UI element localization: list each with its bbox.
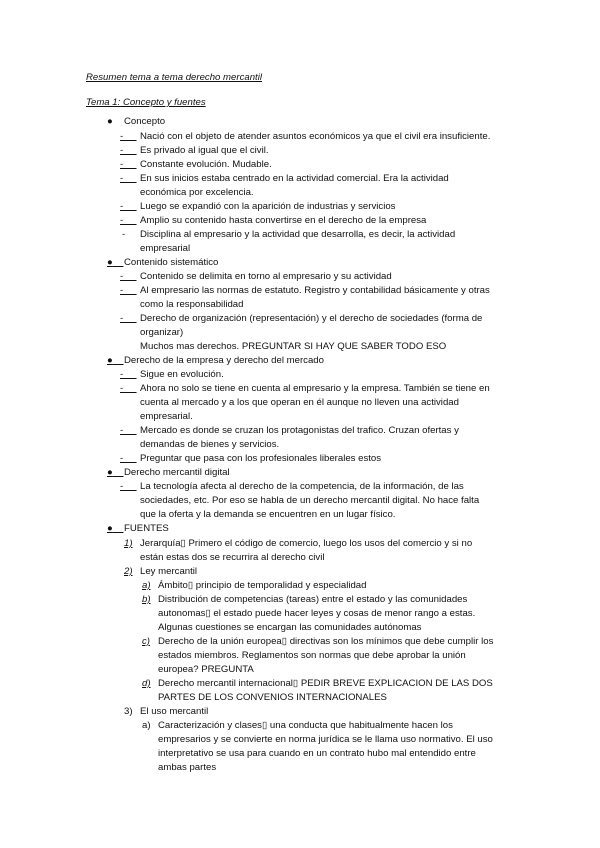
list-item: La tecnología afecta al derecho de la competencia, de la información, de las — [140, 481, 464, 492]
bullet-marker: ● — [107, 523, 113, 534]
bullet-marker: ● — [107, 116, 113, 127]
dash-marker: - — [120, 215, 137, 226]
list-item: Nació con el objeto de atender asuntos económicos ya que el civil era insuficiente. — [140, 131, 491, 142]
list-item: Derecho de la empresa y derecho del mercado — [124, 355, 324, 366]
list-item: PARTES DE LOS CONVENIOS INTERNACIONALES — [158, 692, 387, 703]
list-item: Caracterización y clases▯ una conducta que habitualmente hacen los — [158, 720, 453, 731]
list-item: Derecho mercantil internacional▯ PEDIR BREVE EXPLICACION DE LAS DOS — [158, 678, 493, 689]
list-item: Ley mercantil — [140, 566, 198, 577]
list-number: 2) — [124, 566, 133, 577]
list-item: ambas partes — [158, 762, 217, 773]
list-item: Luego se expandió con la aparición de industrias y servicios — [140, 201, 396, 212]
list-item: empresarial — [140, 243, 191, 254]
list-item: El uso mercantil — [140, 706, 209, 717]
list-item: Es privado al igual que el civil. — [140, 145, 269, 156]
bullet-marker: ● — [107, 467, 113, 478]
list-item: Constante evolución. Mudable. — [140, 159, 272, 170]
list-item: cuenta al mercado y a los que operan en él aunque no lleven una actividad — [140, 397, 459, 408]
list-item: Amplio su contenido hasta convertirse en el derecho de la empresa — [140, 215, 427, 226]
list-item: En sus inicios estaba centrado en la actividad comercial. Era la actividad — [140, 173, 449, 184]
list-item: organizar) — [140, 327, 184, 338]
list-item: Ahora no solo se tiene en cuenta al empresario y la empresa. También se tiene en — [140, 383, 490, 394]
list-item: Jerarquía▯ Primero el código de comercio, luego los usos del comercio y si no — [140, 538, 473, 549]
dash-marker: - — [120, 369, 137, 380]
bullet-marker: ● — [107, 355, 113, 366]
list-item: Sigue en evolución. — [140, 369, 224, 380]
dash-marker: - — [120, 145, 137, 156]
list-item: empresarial. — [140, 411, 193, 422]
list-item: europea? PREGUNTA — [158, 664, 254, 675]
document-title: Resumen tema a tema derecho mercantil — [86, 72, 262, 83]
list-item: autonomas▯ el estado puede hacer leyes y cosas de menor rango a estas. — [158, 608, 476, 619]
dash-marker: - — [120, 131, 137, 142]
list-item: Derecho mercantil digital — [124, 467, 230, 478]
list-item: Ámbito▯ principio de temporalidad y especialidad — [158, 580, 367, 591]
list-letter: a) — [142, 580, 151, 591]
dash-marker: - — [120, 383, 137, 394]
dash-marker: - — [120, 173, 137, 184]
dash-marker: - — [120, 201, 137, 212]
list-item: Disciplina al empresario y la actividad que desarrolla, es decir, la actividad — [140, 229, 456, 240]
dash-marker: - — [120, 313, 137, 324]
list-item: Contenido sistemático — [124, 257, 219, 268]
list-item: Mercado es donde se cruzan los protagonistas del trafico. Cruzan ofertas y — [140, 425, 459, 436]
list-letter: b) — [142, 594, 151, 605]
list-item: estados miembros. Reglamentos son normas que debe aprobar la unión — [158, 650, 466, 661]
list-letter: a) — [142, 720, 151, 731]
list-item: que la oferta y la demanda se encuentren en un lugar físico. — [140, 509, 396, 520]
list-item: empresarios y se convierte en norma jurídica se le llama uso normativo. El uso — [158, 734, 493, 745]
list-number: 1) — [124, 538, 133, 549]
dash-marker: - — [120, 271, 137, 282]
list-item: Derecho de organización (representación) y el derecho de sociedades (forma de — [140, 313, 483, 324]
list-item: FUENTES — [124, 523, 169, 534]
list-item: interpretativo se usa para cuando en un contrato hubo mal entendido entre — [158, 748, 476, 759]
list-item: demandas de bienes y servicios. — [140, 439, 280, 450]
list-item: Distribución de competencias (tareas) entre el estado y las comunidades — [158, 594, 468, 605]
section-heading: Tema 1: Concepto y fuentes — [86, 97, 206, 108]
dash-marker: - — [120, 159, 137, 170]
list-item: Muchos mas derechos. PREGUNTAR SI HAY QUE SABER TODO ESO — [140, 341, 447, 352]
list-item: Derecho de la unión europea▯ directivas son los mínimos que debe cumplir los — [158, 636, 494, 647]
list-item: Contenido se delimita en torno al empresario y su actividad — [140, 271, 392, 282]
dash-marker: - — [120, 453, 137, 464]
list-item: sociedades, etc. Por eso se habla de un derecho mercantil digital. No hace falta — [140, 495, 480, 506]
dash-marker: - — [122, 229, 126, 240]
list-item: como la responsabilidad — [140, 299, 244, 310]
dash-marker: - — [120, 425, 137, 436]
list-item: Algunas cuestiones se encargan las comunidades autónomas — [158, 622, 422, 633]
dash-marker: - — [120, 481, 137, 492]
list-item: económica por excelencia. — [140, 187, 254, 198]
list-item: están estas dos se recurrira al derecho civil — [140, 552, 325, 563]
dash-marker: - — [120, 285, 137, 296]
list-item: Concepto — [124, 116, 166, 127]
list-item: Preguntar que pasa con los profesionales liberales estos — [140, 453, 382, 464]
list-letter: d) — [142, 678, 151, 689]
list-letter: c) — [142, 636, 150, 647]
list-number: 3) — [124, 706, 133, 717]
bullet-marker: ● — [107, 257, 113, 268]
list-item: Al empresario las normas de estatuto. Registro y contabilidad básicamente y otras — [140, 285, 490, 296]
